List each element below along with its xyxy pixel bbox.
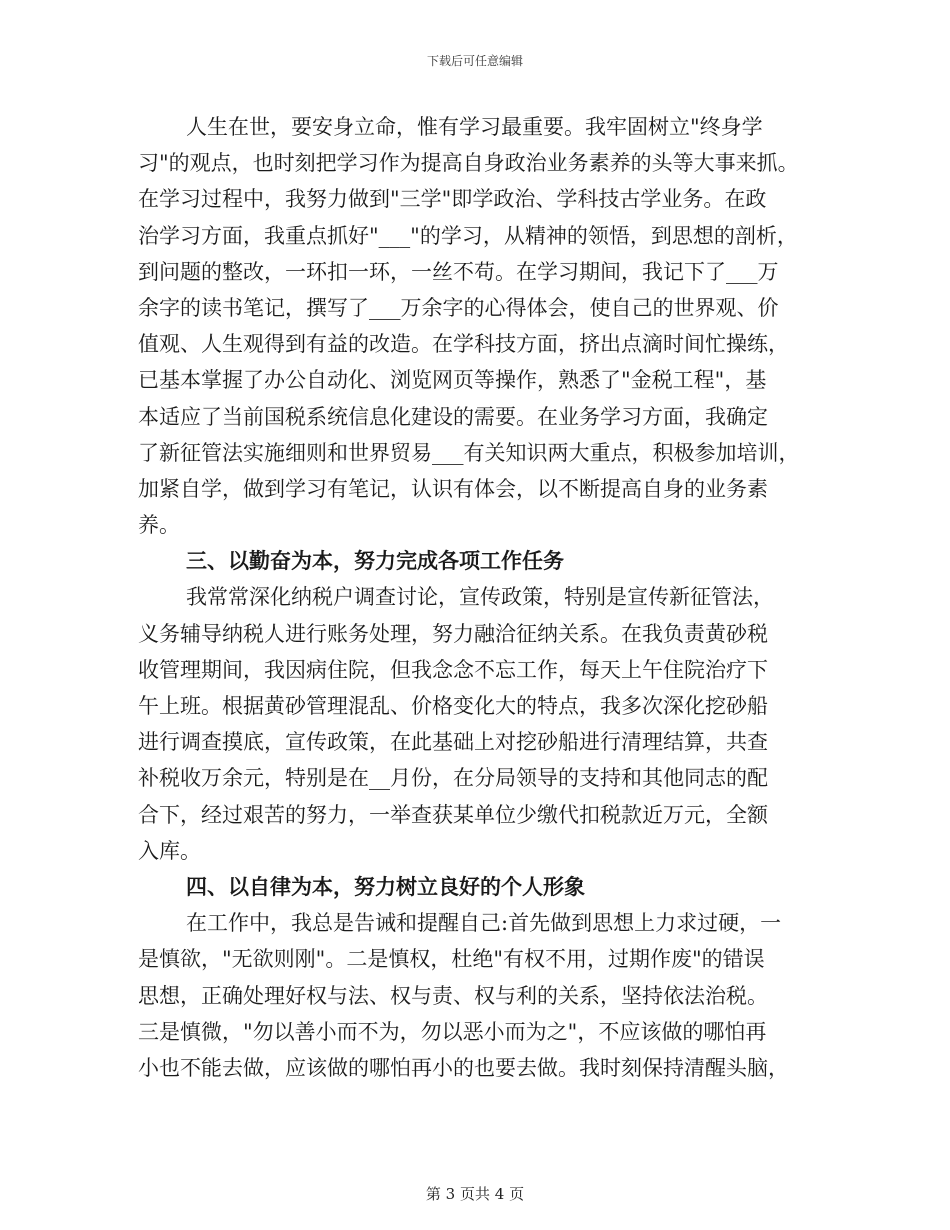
section-heading: 四、以自律为本，努力树立良好的个人形象 [186, 873, 585, 899]
text-line: 义务辅导纳税人进行账务处理，努力融洽征纳关系。在我负责黄砂税 [138, 621, 768, 646]
text-line: 在学习过程中，我努力做到"三学"即学政治、学科技古学业务。在政 [138, 187, 767, 212]
text-line: 补税收万余元，特别是在__月份，在分局领导的支持和其他同志的配 [138, 766, 768, 791]
page-header: 下载后可任意编辑 [426, 54, 523, 68]
text-line: 合下，经过艰苦的努力，一举查获某单位少缴代扣税款近万元，全额 [138, 802, 768, 827]
text-line: 小也不能去做，应该做的哪怕再小的也要去做。我时刻保持清醒头脑， [138, 1055, 789, 1080]
text-line: 习"的观点，也时刻把学习作为提高自身政治业务素养的头等大事来抓。 [138, 151, 799, 176]
text-line: 三是慎微，"勿以善小而不为，勿以恶小而为之"，不应该做的哪怕再 [138, 1019, 767, 1044]
text-line: 本适应了当前国税系统信息化建设的需要。在业务学习方面，我确定 [138, 404, 768, 429]
text-line: 值观、人生观得到有益的改造。在学科技方面，挤出点滴时间忙操练， [138, 332, 789, 357]
text-line: 人生在世，要安身立命，惟有学习最重要。我牢固树立"终身学 [186, 115, 763, 139]
text-line: 收管理期间，我因病住院，但我念念不忘工作，每天上午住院治疗下 [138, 657, 768, 682]
text-line: 入库。 [138, 838, 201, 863]
text-line: 加紧自学，做到学习有笔记，认识有体会，以不断提高自身的业务素 [138, 476, 768, 501]
page-footer: 第 3 页共 4 页 [425, 1185, 525, 1203]
text-line: 养。 [138, 513, 180, 538]
text-line: 在工作中，我总是告诫和提醒自己:首先做到思想上力求过硬，一 [186, 911, 782, 936]
text-line: 已基本掌握了办公自动化、浏览网页等操作，熟悉了"金税工程"，基 [138, 368, 767, 393]
text-line: 午上班。根据黄砂管理混乱、价格变化大的特点，我多次深化挖砂船 [138, 694, 768, 718]
section-heading: 三、以勤奋为本，努力完成各项工作任务 [186, 548, 564, 574]
text-line: 治学习方面，我重点抓好"___"的学习，从精神的领悟，到思想的剖析， [138, 223, 798, 248]
text-line: 了新征管法实施细则和世界贸易___有关知识两大重点，积极参加培训， [138, 440, 800, 465]
text-line: 进行调查摸底，宣传政策，在此基础上对挖砂船进行清理结算，共查 [138, 730, 768, 755]
text-line: 余字的读书笔记，撰写了___万余字的心得体会，使自己的世界观、价 [138, 295, 779, 320]
document-body [138, 109, 818, 1086]
text-line: 思想，正确处理好权与法、权与责、权与利的关系，坚持依法治税。 [138, 983, 768, 1008]
text-line: 到问题的整改，一环扣一环，一丝不苟。在学习期间，我记下了___万 [138, 259, 779, 284]
text-line: 是慎欲，"无欲则刚"。二是慎权，杜绝"有权不用，过期作废"的错误 [138, 947, 765, 972]
text-line: 我常常深化纳税户调查讨论，宣传政策，特别是宣传新征管法， [186, 585, 774, 610]
